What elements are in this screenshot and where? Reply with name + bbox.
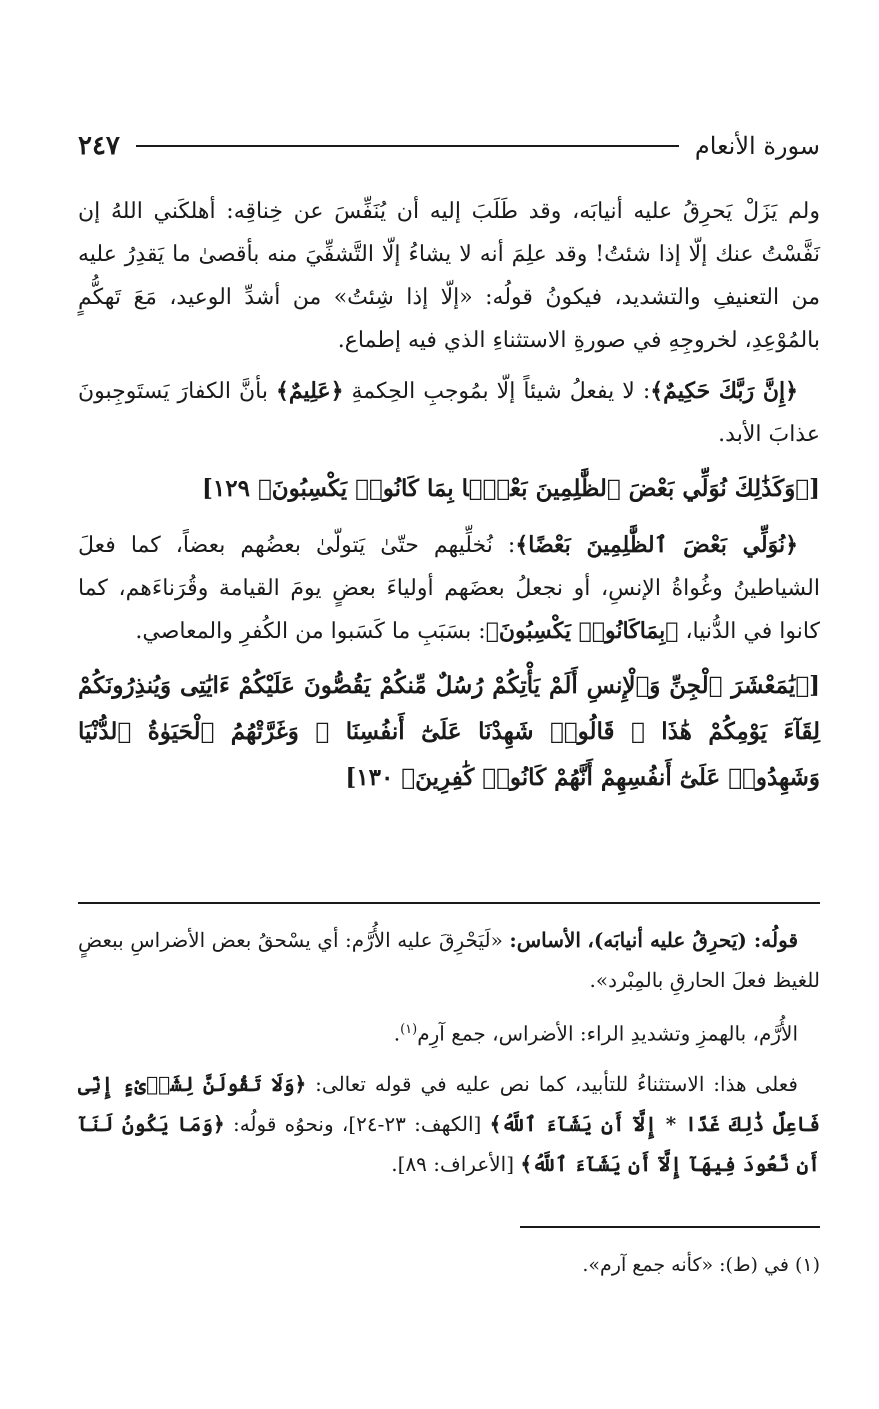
paragraph-2 xyxy=(78,370,820,456)
quran-quote: ﴿وَمَا يَكُونُ لَنَآ أَن نَّعُودَ فِيهَآ إِلَّآ أَن يَشَآءَ ٱللَّهُ﴾ xyxy=(78,1111,820,1176)
quran-quote: ﴿نُوَلِّي بَعْضَ ٱلظَّٰلِمِينَ بَعْضًا﴾ xyxy=(515,532,798,558)
note-text: فعلى هذا: الاستثناءُ للتأبيد، كما نص عليه في قوله تعالى: xyxy=(315,1071,798,1096)
quran-quote: ﴿عَلِيمٌ﴾ xyxy=(276,378,344,404)
header-rule xyxy=(136,145,679,147)
note-text: الأُرَّم، بالهمزِ وتشديدِ الراء: الأضراس، جمع آرِم xyxy=(417,1021,798,1046)
page-number: ٢٤٧ xyxy=(78,131,120,161)
note-source: الأساس: xyxy=(509,928,581,952)
notes-divider xyxy=(78,902,820,904)
note-text: [الأعراف: ٨٩]. xyxy=(391,1151,515,1176)
main-text xyxy=(78,190,820,813)
note-text: [الكهف: ٢٣-٢٤]، ونحوُه قولُه: xyxy=(232,1111,482,1136)
footnote-ref[interactable]: (١) xyxy=(400,1022,418,1037)
quran-quote: ﴿بِمَاكَانُوا۟ يَكْسِبُونَ﴾ xyxy=(485,618,679,644)
commentary-text: : نُخلِّيهم حتّىٰ يَتولّىٰ بعضُهم بعضاً، كما فعلَ الشياطينُ وغُواةُ الإنسِ، أو نجعلُ بعضَهم أولياءَ بعضٍ يومَ القيامة وقُرَناءَهم، كما كانوا في الدُّنيا، xyxy=(78,533,820,644)
footnote-1: (١) في (ط): «كأنه جمع آرم». xyxy=(582,1254,820,1276)
page-header xyxy=(78,128,820,164)
footnote-rule xyxy=(520,1226,820,1228)
commentary-text: : لا يفعلُ شيئاً إلّا بمُوجبِ الحِكمةِ xyxy=(351,379,651,404)
note-lemma: قولُه: (يَحرِقُ عليه أنيابَه)، xyxy=(587,928,799,952)
note-text: «لَيَحْرِقَ عليه الأُرَّم: أي يسْحقُ بعض الأضراسِ ببعضٍ للغيظ فعلَ الحارقِ بالمِبْرد». xyxy=(78,928,820,992)
verse-130: [﴿يَٰمَعْشَرَ ٱلْجِنِّ وَٱلْإِنسِ أَلَمْ يَأْتِكُمْ رُسُلٌ مِّنكُمْ يَقُصُّونَ عَلَيْكُمْ ءَايَٰتِى وَيُنذِرُونَكُمْ لِقَآءَ يَوْمِكُمْ هَٰذَا ۚ قَالُوا۟ شَهِدْنَا عَلَىٰٓ أَنفُسِنَا ۖ وَغَرَّتْهُمُ ٱلْحَيَوٰةُ ٱلدُّنْيَا وَشَهِدُوا۟ عَلَىٰٓ أَنفُسِهِمْ أَنَّهُمْ كَانُوا۟ كَٰفِرِينَ﴾ ١٣٠] xyxy=(78,672,820,791)
note-1 xyxy=(78,920,820,1000)
verse-129: [﴿وَكَذَٰلِكَ نُوَلِّي بَعْضَ ٱلظَّٰلِمِينَ بَعْضًۢا بِمَا كَانُوا۟ يَكْسِبُونَ﴾ ١٢٩] xyxy=(202,475,820,502)
quran-quote: ﴿وَلَا تَقُولَنَّ لِشَا۟ىْءٍ إِنِّى فَاعِلٌ ذَٰلِكَ غَدًا * إِلَّآ أَن يَشَآءَ ٱللَّهُ﴾ xyxy=(78,1071,821,1136)
note-2: الأُرَّم، بالهمزِ وتشديدِ الراء: الأضراس، جمع آرِم$^{(١)}$. xyxy=(393,1021,798,1046)
commentary-text: بأنَّ الكفارَ يَستَوجِبونَ عذابَ الأبد. xyxy=(78,379,820,447)
paragraph-1: ولم يَزَلْ يَحرِقُ عليه أنيابَه، وقد طَلَبَ إليه أن يُنَفِّسَ عن خِناقِه: أهلكَني اللهُ إن نَفَّسْتُ عنك إلّا إذا شئتُ! وقد علِمَ أنه لا يشاءُ إلّا التَّشفِّيَ منه بأقصىٰ ما يَقدِرُ عليه من التعنيفِ والتشديد، فيكونُ قولُه: «إلّا إذا شِئتُ» من أشدِّ الوعيد، مَعَ تَهكُّمٍ بالمُوْعِدِ، لخروجِهِ في صورةِ الاستثناءِ الذي فيه إطماع. xyxy=(78,199,820,353)
paragraph-3 xyxy=(78,524,820,653)
quran-quote: ﴿إِنَّ رَبَّكَ حَكِيمٌ﴾ xyxy=(650,378,799,404)
book-page xyxy=(78,0,820,1409)
note-3 xyxy=(78,1064,820,1184)
surah-title: سورة الأنعام xyxy=(694,132,820,160)
commentary-text: : بسَبَبِ ما كَسَبوا من الكُفرِ والمعاصي. xyxy=(135,619,486,644)
marginal-notes xyxy=(78,920,820,1194)
